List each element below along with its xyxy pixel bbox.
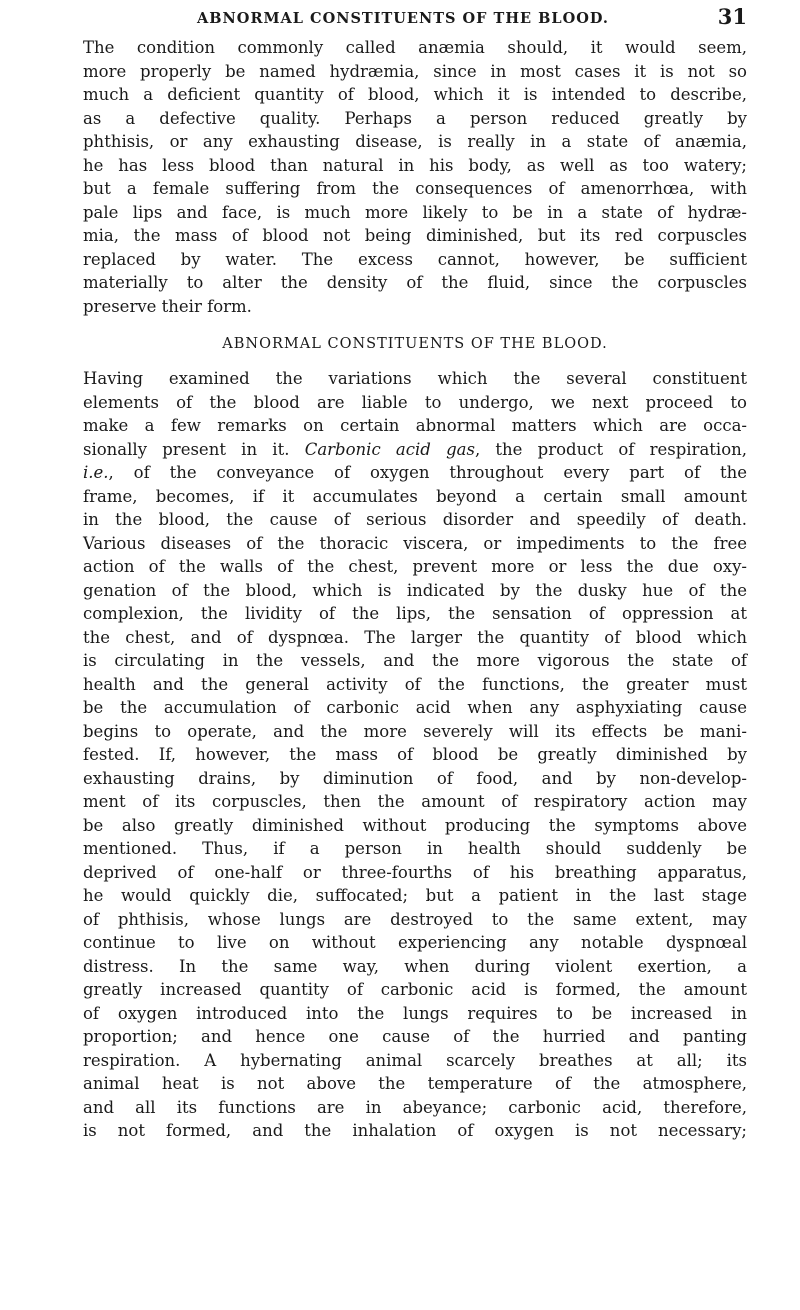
text-line: deprived of one-half or three-fourths of his breathing apparatus, — [83, 862, 747, 882]
text-line: he would quickly die, suffocated; but a patient in the last stage — [83, 886, 747, 905]
page-number: 31 — [717, 4, 747, 29]
text-line: health and the general activity of the functions, the greater must — [83, 674, 747, 694]
text-line: proportion; and hence one cause of the hurried and panting — [83, 1027, 747, 1046]
text-run: , the product of respiration, — [474, 439, 747, 459]
text-line: Various diseases of the thoracic viscera, or impediments to the free — [83, 533, 747, 553]
text-line: preserve their form. — [83, 296, 252, 316]
text-line: Having examined the variations which the several constituent — [83, 369, 747, 388]
text-line: be also greatly diminished without producing the symptoms above — [83, 815, 747, 835]
text-line: continue to live on without experiencing any notable dyspnœal — [83, 933, 747, 952]
text-line: pale lips and face, is much more likely to be in a state of hydræ- — [83, 202, 747, 222]
text-line: exhausting drains, by diminution of food, and by non-develop- — [83, 768, 747, 788]
text-line: The condition commonly called anæmia should, it would seem, — [83, 38, 747, 57]
text-line: phthisis, or any exhausting disease, is really in a state of anæmia, — [83, 132, 747, 151]
text-line: materially to alter the density of the fluid, since the corpuscles — [83, 273, 747, 292]
text-line: fested. If, however, the mass of blood be greatly diminished by — [83, 745, 747, 764]
text-line: much a deficient quantity of blood, which it is intended to describe, — [83, 85, 747, 104]
text-line: mia, the mass of blood not being diminished, but its red corpuscles — [83, 226, 747, 245]
text-line: begins to operate, and the more severely will its effects be mani- — [83, 721, 747, 741]
italic-term: i.e. — [83, 463, 109, 482]
text-line-with-italic — [83, 438, 747, 462]
text-line: of oxygen introduced into the lungs requires to be increased in — [83, 1003, 747, 1023]
text-run: , of the conveyance of oxygen throughout every part of the — [108, 463, 747, 482]
text-line: in the blood, the cause of serious disorder and speedily of death. — [83, 510, 747, 529]
running-title: ABNORMAL CONSTITUENTS OF THE BLOOD. — [197, 10, 609, 27]
text-line: complexion, the lividity of the lips, the sensation of oppression at — [83, 604, 747, 623]
text-line-with-italic — [83, 461, 747, 485]
text-line: mentioned. Thus, if a person in health should suddenly be — [83, 839, 747, 858]
text-line: but a female suffering from the consequences of amenorrhœa, with — [83, 179, 747, 198]
text-line: he has less blood than natural in his body, as well as too watery; — [83, 155, 747, 175]
italic-term: Carbonic acid gas — [304, 439, 475, 459]
text-line: genation of the blood, which is indicated by the dusky hue of the — [83, 580, 747, 600]
text-line: action of the walls of the chest, prevent more or less the due oxy- — [83, 557, 747, 576]
text-line: is circulating in the vessels, and the more vigorous the state of — [83, 651, 747, 670]
text-line: of phthisis, whose lungs are destroyed to the same extent, may — [83, 909, 747, 929]
paragraph-continuation — [83, 485, 747, 1143]
text-line: make a few remarks on certain abnormal matters which are occa- — [83, 416, 747, 435]
paragraph-anaemia — [83, 36, 747, 318]
text-line: be the accumulation of carbonic acid when any asphyxiating cause — [83, 698, 747, 717]
text-line: respiration. A hybernating animal scarcely breathes at all; its — [83, 1050, 747, 1070]
text-run: sionally present in it. — [83, 439, 305, 459]
text-line: ment of its corpuscles, then the amount of respiratory action may — [83, 792, 747, 811]
section-heading: ABNORMAL CONSTITUENTS OF THE BLOOD. — [222, 336, 608, 352]
text-line: is not formed, and the inhalation of oxygen is not necessary; — [83, 1121, 747, 1140]
text-line: as a defective quality. Perhaps a person reduced greatly by — [83, 108, 747, 128]
text-line: replaced by water. The excess cannot, however, be sufficient — [83, 249, 747, 269]
text-line: frame, becomes, if it accumulates beyond a certain small amount — [83, 486, 747, 506]
text-line: animal heat is not above the temperature of the atmosphere, — [83, 1074, 747, 1093]
text-line: and all its functions are in abeyance; carbonic acid, therefore, — [83, 1097, 747, 1117]
paragraph-abnormal-constituents — [83, 367, 747, 1143]
running-head — [83, 4, 747, 32]
text-line: elements of the blood are liable to undergo, we next proceed to — [83, 392, 747, 412]
text-line: distress. In the same way, when during violent exertion, a — [83, 956, 747, 976]
text-line: the chest, and of dyspnœa. The larger the quantity of blood which — [83, 627, 747, 647]
text-line: greatly increased quantity of carbonic acid is formed, the amount — [83, 980, 747, 999]
text-line: more properly be named hydræmia, since in most cases it is not so — [83, 61, 747, 81]
